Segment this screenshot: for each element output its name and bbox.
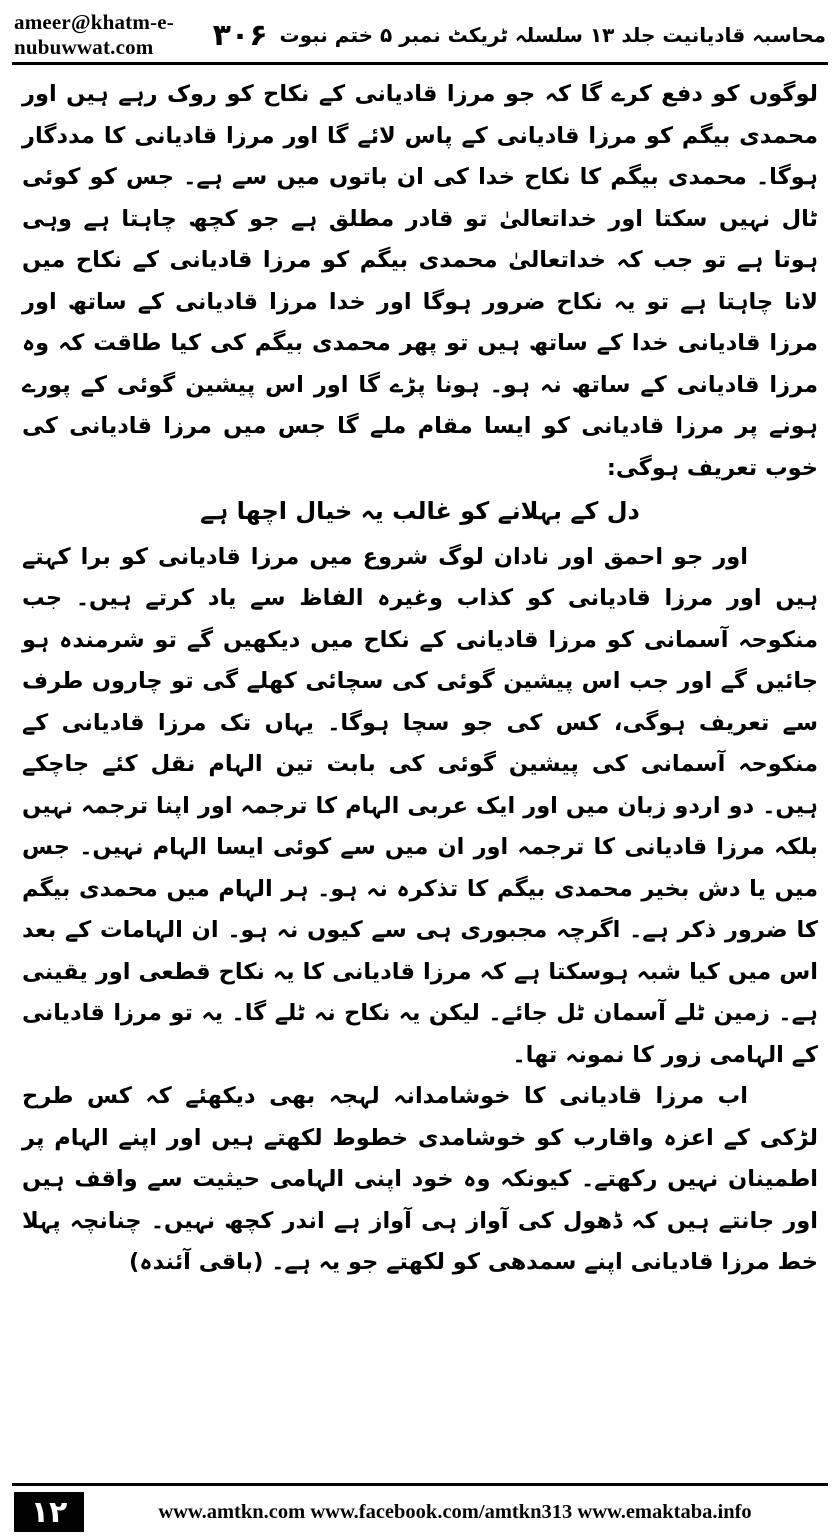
- paragraph-3: اب مرزا قادیانی کا خوشامدانہ لہجہ بھی دیکھئے کہ کس طرح لڑکی کے اعزہ واقارب کو خوشامدی خطوط لکھتے ہیں اور اپنے الہام پر اطمینان نہیں رکھتے۔ کیونکہ وہ خود اپنی الہامی حیثیت سے واقف ہیں اور جانتے ہیں کہ ڈھول کی آواز ہی آواز ہے اندر کچھ نہیں۔ چنانچہ پہلا خط مرزا قادیانی اپنے سمدھی کو لکھتے جو یہ ہے۔ (باقی آئندہ): [22, 1083, 818, 1275]
- footer-rule: [12, 1483, 828, 1486]
- header-page-number: ۳۰۶: [212, 17, 268, 53]
- header-email: ameer@khatm-e-nubuwwat.com: [14, 10, 174, 59]
- header-title-group: [213, 18, 826, 53]
- paragraph-1: لوگوں کو دفع کرے گا کہ جو مرزا قادیانی کے نکاح کو روک رہے ہیں اور محمدی بیگم کو مرزا قادیانی کے پاس لائے گا اور مرزا قادیانی کا مددگار ہوگا۔ محمدی بیگم کا نکاح خدا کی ان باتوں میں سے ہے۔ جس کو کوئی ٹال نہیں سکتا اور خداتعالیٰ تو قادر مطلق ہے جو کچھ چاہتا ہے وہی ہوتا ہے تو جب کہ خداتعالیٰ محمدی بیگم کو مرزا قادیانی کے نکاح میں لانا چاہتا ہے تو یہ نکاح ضرور ہوگا اور خدا مرزا قادیانی کے ساتھ اور مرزا قادیانی خدا کے ساتھ ہیں تو پھر محمدی بیگم کی کیا طاقت کہ وہ مرزا قادیانی کے ساتھ نہ ہو۔ ہونا پڑے گا اور اس پیشین گوئی کے پورے ہونے پر مرزا قادیانی کو ایسا مقام ملے گا جس میں مرزا قادیانی کی خوب تعریف ہوگی:: [22, 81, 818, 481]
- footer-folio-number: ۱۲: [14, 1492, 84, 1532]
- running-footer: [14, 1490, 826, 1534]
- running-header: [14, 10, 826, 60]
- footer-website-links: www.amtkn.com www.facebook.com/amtkn313 www.emaktaba.info: [158, 1500, 752, 1523]
- header-series-title: محاسبہ قادیانیت جلد ۱۳ سلسلہ ٹریکٹ نمبر ۵ ختم نبوت: [279, 23, 826, 47]
- paragraph-2: اور جو احمق اور نادان لوگ شروع میں مرزا قادیانی کو برا کہتے ہیں اور مرزا قادیانی کو کذاب وغیرہ الفاظ سے یاد کرتے ہیں۔ جب منکوحہ آسمانی کو مرزا قادیانی کے نکاح میں دیکھیں گے تو شرمندہ ہو جائیں گے اور جب اس پیشین گوئی کی سچائی کھلے گی تو چاروں طرف سے تعریف ہوگی، کس کی جو سچا ہوگا۔ یہاں تک مرزا قادیانی کے منکوحہ آسمانی کی پیشین گوئی کی بابت تین الہام نقل کئے جاچکے ہیں۔ دو اردو زبان میں اور ایک عربی الہام کا ترجمہ اور اپنا ترجمہ نہیں بلکہ مرزا قادیانی کا ترجمہ اور ان میں سے کوئی ایسا الہام نہیں۔ جس میں یا دش بخیر محمدی بیگم کا تذکرہ نہ ہو۔ ہر الہام میں محمدی بیگم کا ضرور ذکر ہے۔ اگرچہ مجبوری ہی سے کیوں نہ ہو۔ ان الہامات کے بعد اس میں کیا شبہ ہوسکتا ہے کہ مرزا قادیانی کا یہ نکاح قطعی اور یقینی ہے۔ زمین ٹلے آسمان ٹل جائے۔ لیکن یہ نکاح نہ ٹلے گا۔ یہ تو مرزا قادیانی کے الہامی زور کا نمونہ تھا۔: [22, 543, 818, 1068]
- main-text: [22, 74, 818, 1474]
- header-rule: [12, 62, 828, 65]
- verse-line: دل کے بہلانے کو غالب یہ خیال اچھا ہے: [200, 497, 640, 525]
